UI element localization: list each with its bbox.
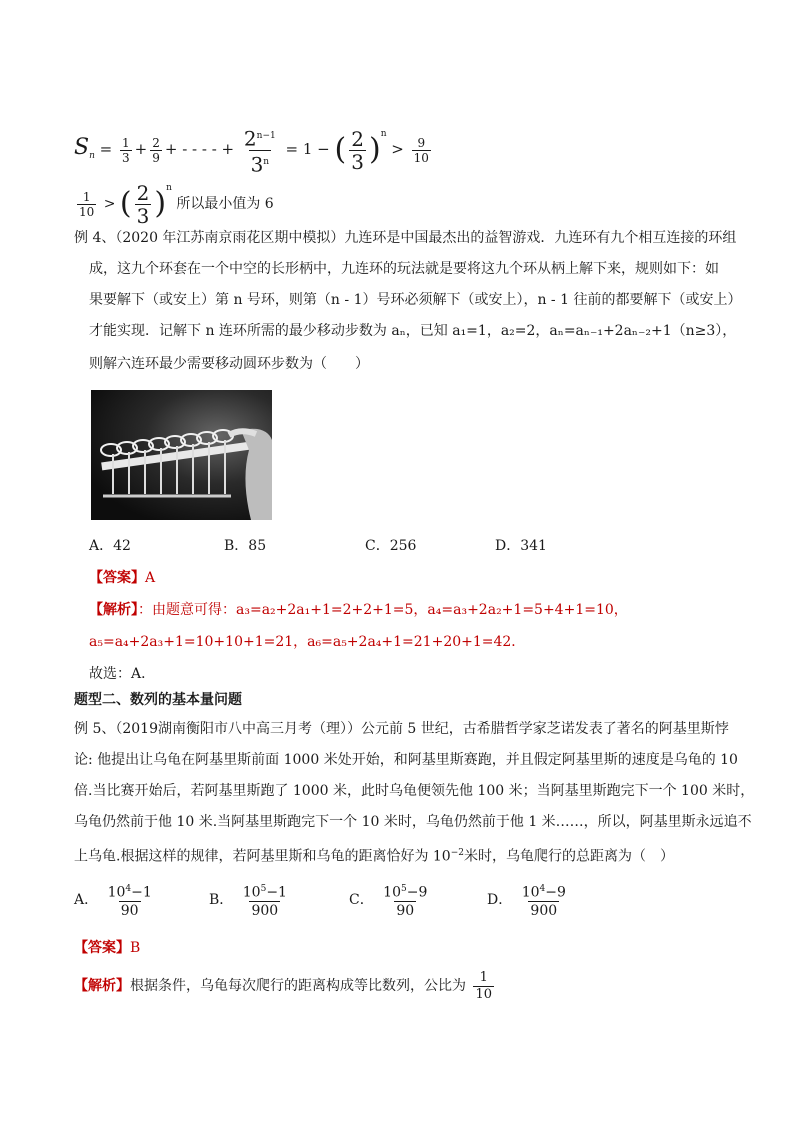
example5-option-d: D． $\frac{10^4-9}{900}$ bbox=[487, 878, 571, 922]
example4-analysis2: a₅=a₄+2a₃+1=10+10+1=21，a₆=a₅+2a₄+1=21+20+1=42． bbox=[89, 634, 526, 650]
equals-one-minus: = 1 − bbox=[285, 140, 330, 158]
section-title: 题型二、数列的基本量问题 bbox=[74, 692, 242, 708]
example5-line1: 例 5、（2019湖南衡阳市八中高三月考（理））公元前 5 世纪，古希腊哲学家芝诺发表了著名的阿基里斯悖 bbox=[74, 721, 729, 737]
ratio-fraction: $\frac{1}{10}$ bbox=[475, 969, 492, 1002]
option-a-fraction: $\frac{10^4-1}{90}$ bbox=[107, 883, 152, 920]
fraction-two-thirds: $\frac{2}{3}$ bbox=[351, 126, 364, 174]
example5-answer bbox=[74, 938, 140, 958]
answer-tag: 【答案】 bbox=[89, 570, 145, 586]
example4-option-c: C．256 bbox=[365, 538, 417, 554]
sum-formula: $S_n$ = $\frac{1}{3}$ + $\frac{2}{9}$ + - - - - + $\frac{2^{n-1}}{3^n}$ = 1 − ( $\frac{2}{3}$ )$^n$ > $\frac{9}{10}$ bbox=[74, 126, 429, 177]
example4-answer bbox=[89, 568, 155, 588]
equals: = bbox=[99, 140, 113, 158]
example5-line4: 乌龟仍然前于他 10 米.当阿基里斯跑完下一个 10 米时，乌龟仍然前于他 1 米……，所以，阿基里斯永远追不 bbox=[74, 814, 752, 830]
option-c-fraction: $\frac{10^5-9}{90}$ bbox=[383, 883, 428, 920]
example5-analysis: 【解析】根据条件，乌龟每次爬行的距离构成等比数列，公比为 $\frac{1}{10}$ bbox=[74, 969, 492, 1002]
example4-line4: 才能实现．记解下 n 连环所需的最少移动步数为 aₙ，已知 a₁=1，a₂=2，aₙ=aₙ₋₁+2aₙ₋₂+1（n≥3）， bbox=[89, 323, 737, 339]
analysis-tag: 【解析】 bbox=[89, 602, 138, 618]
fraction-1-10: $\frac{1}{10}$ bbox=[79, 189, 95, 219]
fraction-1-3: $\frac{1}{3}$ bbox=[122, 135, 130, 165]
option-d-fraction: $\frac{10^4-9}{900}$ bbox=[521, 883, 566, 920]
sum-subscript: n bbox=[89, 151, 95, 161]
example5-option-b: B． $\frac{10^5-1}{900}$ bbox=[209, 878, 292, 922]
fraction-general-term: $\frac{2^{n-1}}{3^n}$ bbox=[243, 126, 276, 177]
rings-illustration bbox=[91, 390, 272, 520]
example4-line3: 果要解下（或安上）第 n 号环，则第（n - 1）号环必须解下（或安上），n - 1 往前的都要解下（或安上） bbox=[89, 292, 742, 308]
example5-line3: 倍.当比赛开始后，若阿基里斯跑了 1000 米，此时乌龟便领先他 100 米；当阿基里斯跑完下一个 100 米时， bbox=[74, 783, 755, 799]
inequality-line: $\frac{1}{10}$ > ( $\frac{2}{3}$ )$^n$ 所以最小值为 6 bbox=[79, 180, 274, 228]
example4-line5: 则解六连环最少需要移动圆环步数为（ ） bbox=[89, 356, 369, 372]
sum-symbol: S bbox=[74, 135, 90, 160]
example4-analysis1: 【解析】：由题意可得：a₃=a₂+2a₁+1=2+2+1=5，a₄=a₃+2a₂+1=5+4+1=10， bbox=[89, 602, 628, 618]
example5-line2: 论: 他提出让乌龟在阿基里斯前面 1000 米处开始，和阿基里斯赛跑，并且假定阿基里斯的速度是乌龟的 10 bbox=[74, 752, 738, 768]
nine-rings-photo bbox=[91, 390, 272, 520]
analysis-tag: 【解析】 bbox=[74, 978, 130, 994]
example4-conclusion: 故选：A． bbox=[89, 666, 156, 682]
min-value-text: 所以最小值为 6 bbox=[176, 196, 274, 212]
fraction-2-9: $\frac{2}{9}$ bbox=[152, 135, 160, 165]
answer-tag: 【答案】 bbox=[74, 940, 130, 956]
example4-line2: 成，这九个环套在一个中空的长形柄中，九连环的玩法就是要将这九个环从柄上解下来，规则如下：如 bbox=[89, 261, 719, 277]
answer-value: A bbox=[145, 570, 156, 586]
example4-option-a: A．42 bbox=[89, 538, 131, 554]
example5-line5: 上乌龟.根据这样的规律，若阿基里斯和乌龟的距离恰好为 $10^{-2}$米时，乌龟爬行的总距离为（ ） bbox=[74, 848, 674, 865]
answer-value: B bbox=[130, 940, 141, 956]
fraction-two-thirds-2: $\frac{2}{3}$ bbox=[136, 180, 150, 228]
example5-option-c: C． $\frac{10^5-9}{90}$ bbox=[349, 878, 432, 922]
example4-option-d: D．341 bbox=[495, 538, 547, 554]
fraction-9-10: $\frac{9}{10}$ bbox=[413, 135, 429, 165]
option-b-fraction: $\frac{10^5-1}{900}$ bbox=[242, 883, 287, 920]
example4-option-b: B．85 bbox=[224, 538, 267, 554]
example4-line1: 例 4、（2020 年江苏南京雨花区期中模拟）九连环是中国最杰出的益智游戏．九连环有九个相互连接的环组 bbox=[74, 230, 737, 246]
ellipsis-terms: + - - - - + bbox=[164, 140, 235, 158]
example5-option-a: A． $\frac{10^4-1}{90}$ bbox=[74, 878, 157, 922]
